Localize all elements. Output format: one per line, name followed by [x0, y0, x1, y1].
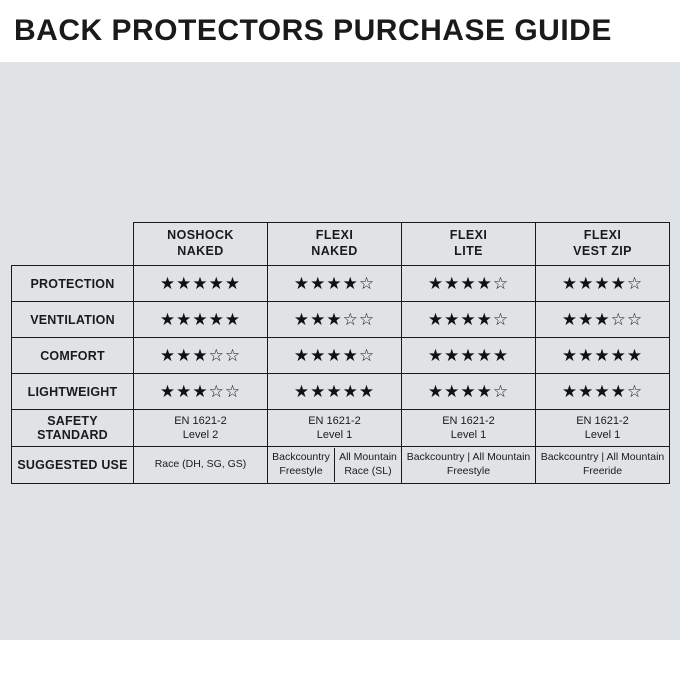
column-header: [134, 223, 268, 266]
star-filled-icon: ★: [159, 382, 177, 401]
star-filled-icon: ★: [176, 346, 193, 365]
star-filled-icon: ★: [208, 310, 225, 329]
column-header-line1: NOSHOCK: [167, 228, 234, 243]
star-filled-icon: ★: [326, 310, 343, 329]
page-header: [0, 0, 680, 62]
table-row: [12, 447, 670, 484]
star-filled-icon: ★: [578, 274, 595, 293]
standard-level: Level 1: [450, 429, 487, 441]
star-outline-icon: ☆: [626, 382, 644, 401]
footer-strip: [0, 640, 680, 680]
rating-cell: [536, 266, 670, 302]
star-rating: [536, 383, 669, 400]
star-filled-icon: ★: [427, 274, 445, 293]
suggested-use-cell: [402, 447, 536, 484]
use-line2: Freestyle: [446, 465, 491, 477]
star-filled-icon: ★: [176, 382, 193, 401]
star-filled-icon: ★: [427, 382, 445, 401]
star-outline-icon: ☆: [342, 310, 359, 329]
rating-cell: [402, 302, 536, 338]
use-line1: Race (DH, SG, GS): [154, 458, 247, 471]
star-filled-icon: ★: [610, 274, 627, 293]
rating-cell: [268, 374, 402, 410]
row-label: VENTILATION: [12, 302, 134, 338]
star-rating: [402, 311, 535, 328]
star-filled-icon: ★: [342, 382, 359, 401]
use-line1: Backcountry | All Mountain: [406, 451, 531, 464]
star-filled-icon: ★: [208, 274, 225, 293]
use-left-line2: Freestyle: [279, 465, 323, 477]
star-rating: [536, 275, 669, 292]
rating-cell: [536, 338, 670, 374]
star-outline-icon: ☆: [208, 346, 225, 365]
star-filled-icon: ★: [626, 346, 644, 365]
star-outline-icon: ☆: [358, 274, 376, 293]
star-filled-icon: ★: [610, 382, 627, 401]
star-filled-icon: ★: [176, 310, 193, 329]
star-filled-icon: ★: [561, 310, 579, 329]
star-filled-icon: ★: [310, 274, 327, 293]
table-row: [12, 410, 670, 447]
use-left-line1: Backcountry: [272, 451, 330, 464]
rating-cell: [134, 302, 268, 338]
star-filled-icon: ★: [159, 346, 177, 365]
star-filled-icon: ★: [594, 346, 611, 365]
standard-level: Level 2: [182, 429, 219, 441]
star-filled-icon: ★: [427, 310, 445, 329]
star-filled-icon: ★: [326, 274, 343, 293]
rating-cell: [268, 338, 402, 374]
star-filled-icon: ★: [192, 274, 209, 293]
use-right: [335, 451, 401, 478]
star-outline-icon: ☆: [208, 382, 225, 401]
star-filled-icon: ★: [358, 382, 376, 401]
star-filled-icon: ★: [460, 310, 477, 329]
use-left: [268, 451, 334, 478]
standard-cell: [134, 410, 268, 447]
star-filled-icon: ★: [610, 346, 627, 365]
rating-cell: [134, 374, 268, 410]
star-filled-icon: ★: [444, 274, 461, 293]
star-rating: [268, 347, 401, 364]
star-outline-icon: ☆: [492, 382, 510, 401]
star-filled-icon: ★: [224, 274, 242, 293]
star-outline-icon: ☆: [610, 310, 627, 329]
column-header-line1: FLEXI: [583, 228, 622, 243]
rating-cell: [536, 374, 670, 410]
column-header: [268, 223, 402, 266]
star-filled-icon: ★: [444, 310, 461, 329]
standard-cell: [536, 410, 670, 447]
standard-level: Level 1: [316, 429, 353, 441]
comparison-table-wrapper: [11, 222, 669, 484]
star-filled-icon: ★: [293, 382, 311, 401]
column-header-line2: VEST ZIP: [573, 244, 632, 258]
comparison-table: [11, 222, 670, 484]
star-rating: [268, 383, 401, 400]
suggested-use-cell: [134, 447, 268, 484]
standard-name: EN 1621-2: [308, 414, 361, 427]
rating-cell: [268, 266, 402, 302]
column-header: [402, 223, 536, 266]
suggested-use-cell: [268, 447, 402, 484]
star-rating: [134, 275, 267, 292]
star-filled-icon: ★: [326, 382, 343, 401]
rating-cell: [402, 338, 536, 374]
star-filled-icon: ★: [192, 382, 209, 401]
star-filled-icon: ★: [594, 310, 611, 329]
use-split: [268, 451, 401, 478]
star-outline-icon: ☆: [224, 346, 242, 365]
column-header-line2: NAKED: [311, 244, 358, 258]
row-label: SAFETY STANDARD: [12, 410, 134, 447]
star-filled-icon: ★: [460, 346, 477, 365]
star-filled-icon: ★: [578, 382, 595, 401]
standard-name: EN 1621-2: [576, 414, 629, 427]
star-rating: [536, 347, 669, 364]
table-row: [12, 302, 670, 338]
table-body: [12, 266, 670, 484]
rating-cell: [536, 302, 670, 338]
star-outline-icon: ☆: [224, 382, 242, 401]
star-filled-icon: ★: [476, 382, 493, 401]
star-filled-icon: ★: [342, 346, 359, 365]
standard-level: Level 1: [584, 429, 621, 441]
star-filled-icon: ★: [192, 346, 209, 365]
star-filled-icon: ★: [561, 274, 579, 293]
star-filled-icon: ★: [310, 382, 327, 401]
star-filled-icon: ★: [444, 346, 461, 365]
star-filled-icon: ★: [561, 382, 579, 401]
page-title: BACK PROTECTORS PURCHASE GUIDE: [14, 14, 612, 47]
star-outline-icon: ☆: [492, 274, 510, 293]
star-filled-icon: ★: [444, 382, 461, 401]
star-filled-icon: ★: [476, 310, 493, 329]
star-filled-icon: ★: [342, 274, 359, 293]
star-filled-icon: ★: [460, 382, 477, 401]
standard-name: EN 1621-2: [442, 414, 495, 427]
star-filled-icon: ★: [427, 346, 445, 365]
star-filled-icon: ★: [159, 310, 177, 329]
star-filled-icon: ★: [293, 310, 311, 329]
star-filled-icon: ★: [176, 274, 193, 293]
star-filled-icon: ★: [594, 382, 611, 401]
use-right-line1: All Mountain: [339, 451, 397, 464]
star-outline-icon: ☆: [626, 310, 644, 329]
star-filled-icon: ★: [293, 346, 311, 365]
column-header: [536, 223, 670, 266]
standard-cell: [402, 410, 536, 447]
standard-cell: [268, 410, 402, 447]
star-rating: [402, 347, 535, 364]
row-label: COMFORT: [12, 338, 134, 374]
use-line1: Backcountry | All Mountain: [540, 451, 665, 464]
row-label: LIGHTWEIGHT: [12, 374, 134, 410]
column-header-line1: FLEXI: [315, 228, 354, 243]
column-header-line1: FLEXI: [449, 228, 488, 243]
star-filled-icon: ★: [594, 274, 611, 293]
suggested-use-cell: [536, 447, 670, 484]
star-filled-icon: ★: [310, 346, 327, 365]
rating-cell: [134, 266, 268, 302]
use-right-line2: Race (SL): [344, 465, 392, 477]
use-line2: Freeride: [582, 465, 623, 477]
rating-cell: [402, 266, 536, 302]
column-header-line2: LITE: [454, 244, 483, 258]
star-rating: [134, 311, 267, 328]
table-row: [12, 266, 670, 302]
rating-cell: [134, 338, 268, 374]
star-rating: [402, 275, 535, 292]
star-filled-icon: ★: [476, 346, 493, 365]
star-filled-icon: ★: [293, 274, 311, 293]
table-corner-cell: [12, 223, 134, 266]
star-outline-icon: ☆: [358, 346, 376, 365]
star-filled-icon: ★: [561, 346, 579, 365]
star-outline-icon: ☆: [626, 274, 644, 293]
star-filled-icon: ★: [492, 346, 510, 365]
star-rating: [268, 275, 401, 292]
star-filled-icon: ★: [224, 310, 242, 329]
table-row: [12, 374, 670, 410]
star-filled-icon: ★: [159, 274, 177, 293]
star-rating: [536, 311, 669, 328]
star-rating: [402, 383, 535, 400]
rating-cell: [268, 302, 402, 338]
column-header-line2: NAKED: [177, 244, 224, 258]
star-rating: [134, 383, 267, 400]
star-rating: [268, 311, 401, 328]
table-header-row: [12, 223, 670, 266]
star-filled-icon: ★: [460, 274, 477, 293]
star-filled-icon: ★: [310, 310, 327, 329]
row-label: SUGGESTED USE: [12, 447, 134, 484]
star-filled-icon: ★: [578, 310, 595, 329]
star-filled-icon: ★: [192, 310, 209, 329]
star-filled-icon: ★: [578, 346, 595, 365]
star-filled-icon: ★: [326, 346, 343, 365]
standard-name: EN 1621-2: [174, 414, 227, 427]
star-filled-icon: ★: [476, 274, 493, 293]
row-label: PROTECTION: [12, 266, 134, 302]
table-row: [12, 338, 670, 374]
rating-cell: [402, 374, 536, 410]
star-outline-icon: ☆: [492, 310, 510, 329]
star-outline-icon: ☆: [358, 310, 376, 329]
star-rating: [134, 347, 267, 364]
